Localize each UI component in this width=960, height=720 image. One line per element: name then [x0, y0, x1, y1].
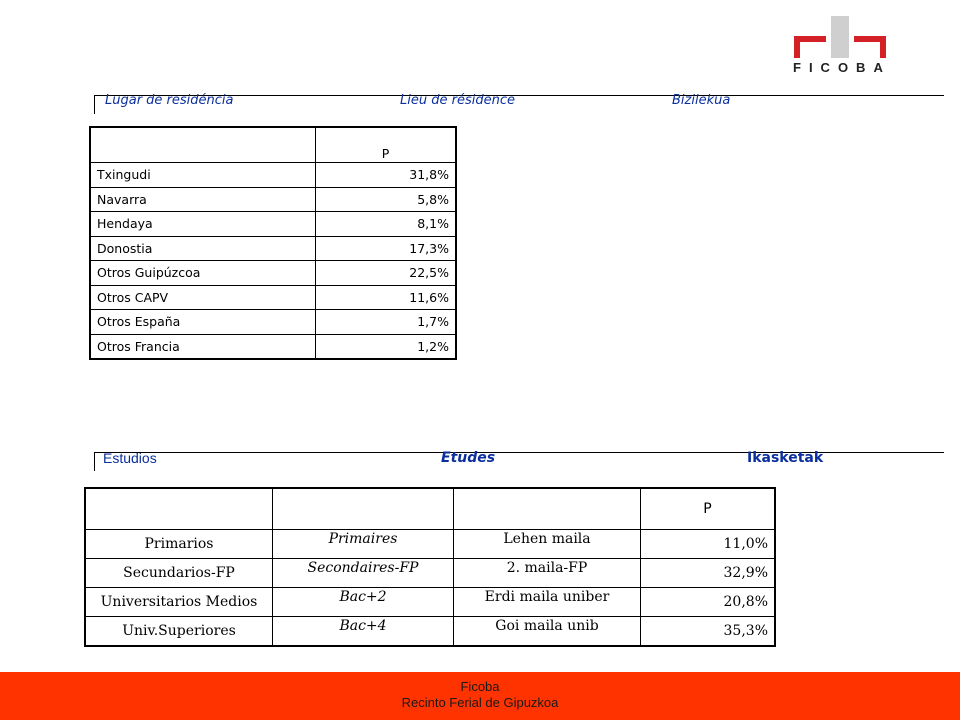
row-label: Hendaya: [90, 212, 316, 237]
empty-header-cell: [454, 488, 641, 530]
residence-header: [94, 95, 944, 114]
row-label: Txingudi: [90, 163, 316, 188]
row-label-fr: Bac+4: [273, 617, 454, 647]
row-value: 35,3%: [641, 617, 776, 647]
row-label: Otros CAPV: [90, 285, 316, 310]
row-label-eu: 2. maila-FP: [454, 559, 641, 588]
table-row: [90, 212, 456, 237]
table-row: [90, 236, 456, 261]
table-row: [90, 261, 456, 286]
table-header-row: [85, 488, 775, 530]
header-es: Estudios: [103, 450, 157, 466]
table-row: [85, 617, 775, 647]
row-label-es: Universitarios Medios: [85, 588, 273, 617]
table-row: [85, 559, 775, 588]
empty-header-cell: [85, 488, 273, 530]
row-label-eu: Lehen maila: [454, 530, 641, 559]
row-label: Otros Guipúzcoa: [90, 261, 316, 286]
row-value: 32,9%: [641, 559, 776, 588]
table-row: [85, 588, 775, 617]
residence-table: [89, 126, 457, 360]
header-fr: Lieu de résidence: [400, 93, 515, 108]
row-label-fr: Secondaires-FP: [273, 559, 454, 588]
logo-wordmark: FICOBA: [793, 60, 891, 75]
row-value: 1,7%: [316, 310, 457, 335]
footer: [0, 672, 960, 720]
empty-header-cell: [273, 488, 454, 530]
footer-line-1: Ficoba: [460, 679, 500, 694]
column-header-p: P: [641, 488, 776, 530]
studies-table: [84, 487, 776, 647]
header-eu: Ikasketak: [747, 450, 824, 466]
row-label-es: Univ.Superiores: [85, 617, 273, 647]
row-label: Otros Francia: [90, 334, 316, 359]
row-label: Donostia: [90, 236, 316, 261]
table-row: [85, 530, 775, 559]
header-fr: Etudes: [441, 450, 496, 466]
row-value: 22,5%: [316, 261, 457, 286]
table-row: [90, 334, 456, 359]
row-label-eu: Goi maila unib: [454, 617, 641, 647]
row-label-fr: Bac+2: [273, 588, 454, 617]
table-header-row: [90, 127, 456, 163]
row-label-es: Primarios: [85, 530, 273, 559]
row-label: Otros España: [90, 310, 316, 335]
row-label: Navarra: [90, 187, 316, 212]
table-row: [90, 187, 456, 212]
header-eu: Bizilekua: [672, 93, 731, 108]
table-row: [90, 310, 456, 335]
column-header-p: P: [316, 127, 457, 163]
row-value: 31,8%: [316, 163, 457, 188]
row-value: 1,2%: [316, 334, 457, 359]
row-value: 20,8%: [641, 588, 776, 617]
header-es: Lugar de residéncia: [105, 93, 234, 108]
row-value: 11,6%: [316, 285, 457, 310]
row-value: 8,1%: [316, 212, 457, 237]
table-row: [90, 285, 456, 310]
studies-header: [94, 452, 944, 471]
row-label-eu: Erdi maila uniber: [454, 588, 641, 617]
row-label-fr: Primaires: [273, 530, 454, 559]
row-value: 17,3%: [316, 236, 457, 261]
row-label-es: Secundarios-FP: [85, 559, 273, 588]
row-value: 11,0%: [641, 530, 776, 559]
footer-line-2: Recinto Ferial de Gipuzkoa: [401, 695, 559, 710]
table-row: [90, 163, 456, 188]
row-value: 5,8%: [316, 187, 457, 212]
empty-header-cell: [90, 127, 316, 163]
